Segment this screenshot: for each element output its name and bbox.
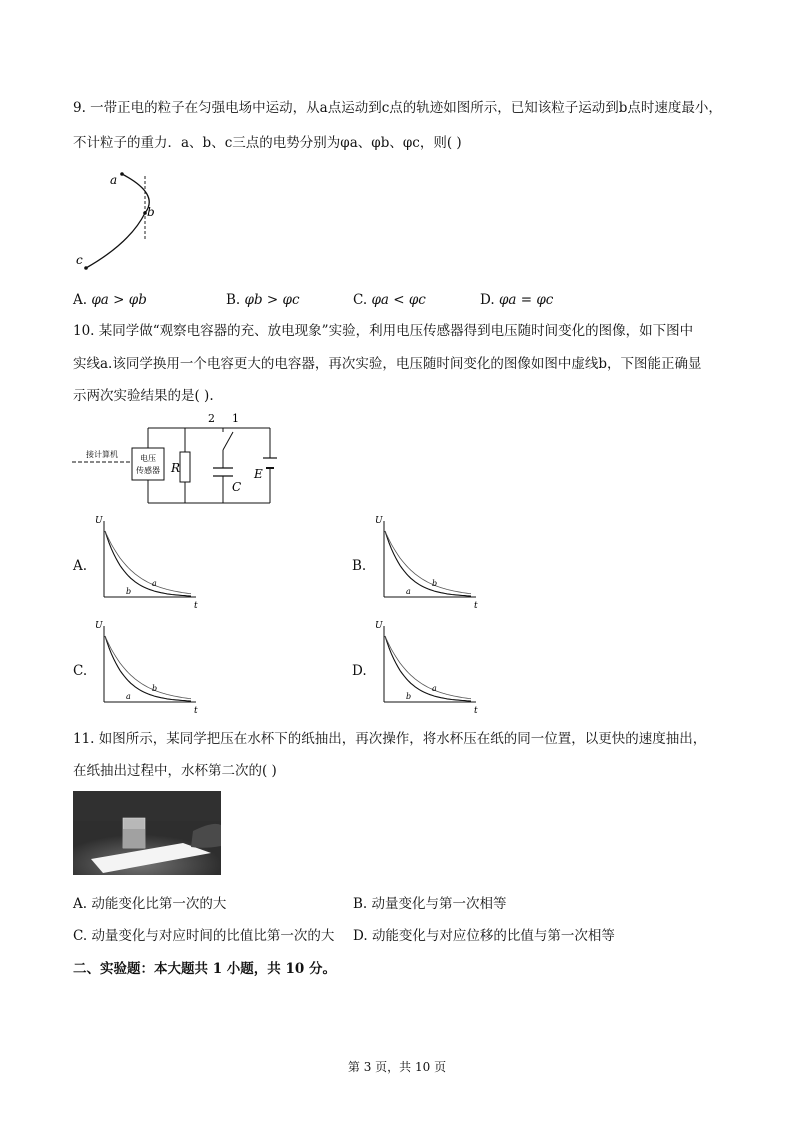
curve-upper-label: b (152, 684, 158, 693)
u-axis-label: U (95, 516, 103, 526)
q10-stem-line2: 实线a.该同学换用一个电容更大的电容器，再次实验，电压随时间变化的图像如图中虚线b，下图能正确显 (73, 356, 702, 372)
q11-option-d: D. 动能变化与对应位移的比值与第一次相等 (353, 928, 615, 944)
q9-point-c (84, 266, 88, 270)
curve-solid (385, 636, 471, 701)
t-axis-label: t (194, 601, 198, 611)
q10-option-d-letter: D. (352, 663, 367, 679)
q9-stem-line1: 9. 一带正电的粒子在匀强电场中运动，从a点运动到c点的轨迹如图所示，已知该粒子运动到b点时速度最小， (73, 100, 722, 116)
q10-graph-b (372, 515, 482, 611)
q11-option-a: A. 动能变化比第一次的大 (73, 896, 227, 912)
q11-option-c: C. 动量变化与对应时间的比值比第一次的大 (73, 928, 335, 944)
q11-option-b: B. 动量变化与第一次相等 (353, 896, 507, 912)
t-axis-label: t (194, 706, 198, 716)
q9-option-a: A. φa > φb (73, 292, 147, 308)
svg-text:传感器: 传感器 (136, 466, 160, 475)
resistor (180, 452, 190, 482)
svg-text:2: 2 (208, 412, 215, 425)
q10-graph-a (92, 515, 202, 611)
q11-stem-line1: 11. 如图所示，某同学把压在水杯下的纸抽出，再次操作，将水杯压在纸的同一位置，以更快的速度抽出， (73, 731, 707, 747)
svg-text:接计算机: 接计算机 (86, 450, 118, 459)
q9-label-b: b (147, 205, 155, 219)
q10-circuit-diagram (70, 410, 290, 510)
curve-solid (105, 636, 191, 701)
page-footer: 第 3 页，共 10 页 (347, 1060, 447, 1074)
q10-option-b-letter: B. (352, 558, 367, 574)
q9-point-a (120, 172, 124, 176)
t-axis-label: t (474, 601, 478, 611)
q9-trajectory-figure (70, 168, 180, 278)
curve-lower-label: a (406, 587, 411, 596)
q9-label-c: c (76, 253, 83, 267)
u-axis-label: U (95, 621, 103, 631)
q10-graph-c (92, 620, 202, 716)
q9-option-b: B. φb > φc (226, 292, 300, 308)
curve-lower-label: b (406, 692, 412, 701)
t-axis-label: t (474, 706, 478, 716)
curve-upper-label: b (432, 579, 438, 588)
q9-option-d: D. φa = φc (480, 292, 554, 308)
q9-option-c: C. φa < φc (353, 292, 426, 308)
svg-text:电压: 电压 (140, 454, 156, 463)
q10-option-a-letter: A. (73, 558, 88, 574)
q10-graph-d (372, 620, 482, 716)
svg-text:C: C (232, 480, 242, 494)
q9-stem-line2: 不计粒子的重力．a、b、c三点的电势分别为φa、φb、φc，则( ) (73, 135, 462, 151)
svg-text:1: 1 (232, 412, 239, 425)
switch-blade (223, 432, 233, 450)
curve-lower-label: a (126, 692, 131, 701)
curve-solid (105, 531, 191, 596)
q10-stem-line3: 示两次实验结果的是( ). (73, 388, 214, 404)
u-axis-label: U (375, 516, 383, 526)
curve-solid (385, 531, 471, 596)
q10-option-c-letter: C. (73, 663, 88, 679)
voltage-sensor-box (132, 448, 164, 480)
q9-label-a: a (110, 173, 118, 187)
curve-upper-label: a (432, 684, 437, 693)
curve-upper-label: a (152, 579, 157, 588)
curve-lower-label: b (126, 587, 132, 596)
q10-stem-line1: 10. 某同学做“观察电容器的充、放电现象”实验，利用电压传感器得到电压随时间变化的图像，如下图中 (73, 323, 694, 339)
svg-text:E: E (254, 467, 263, 481)
q11-stem-line2: 在纸抽出过程中，水杯第二次的( ) (73, 763, 277, 779)
q11-photo-cup-on-paper (73, 791, 221, 875)
svg-text:R: R (171, 461, 181, 475)
u-axis-label: U (375, 621, 383, 631)
section-2-heading: 二、实验题：本大题共 1 小题，共 10 分。 (73, 961, 336, 977)
q9-trajectory-curve (86, 174, 149, 268)
